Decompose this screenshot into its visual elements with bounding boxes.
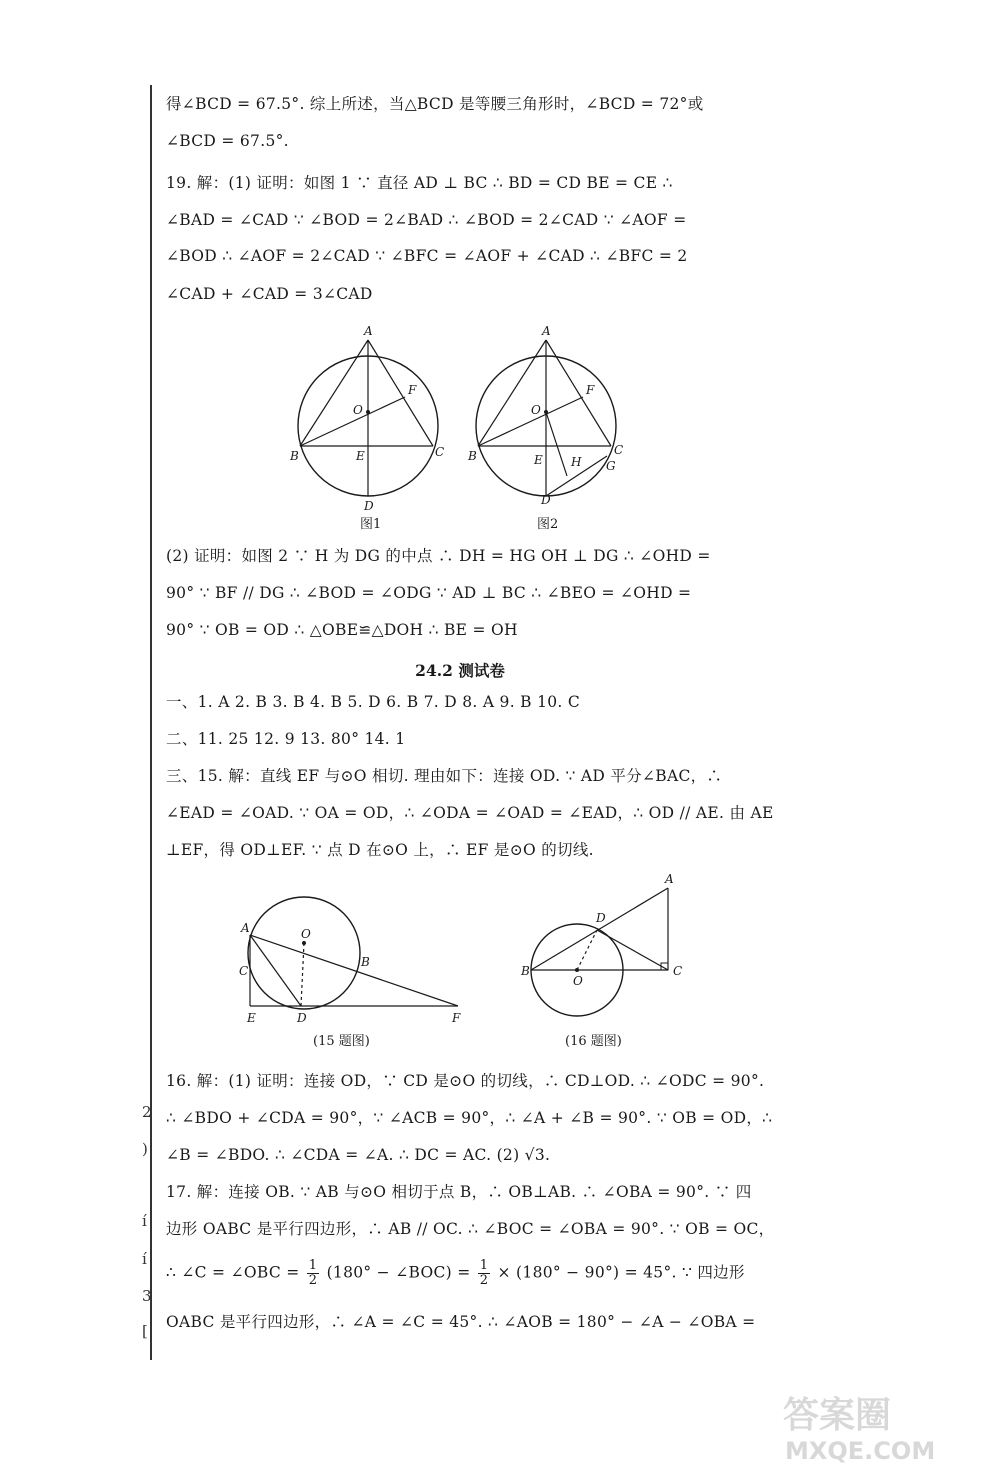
label: O	[353, 403, 363, 417]
text-line: ∠EAD = ∠OAD. ∵ OA = OD，∴ ∠ODA = ∠OAD = ∠EAD，∴ OD // AE. 由 AE	[166, 804, 774, 822]
label: F	[408, 383, 417, 397]
label: E	[534, 453, 543, 467]
text-line: 得∠BCD = 67.5°. 综上所述，当△BCD 是等腰三角形时，∠BCD = 72°或	[166, 95, 704, 113]
text-line: 19. 解：(1) 证明：如图 1 ∵ 直径 AD ⊥ BC ∴ BD = CD BE = CE ∴	[166, 174, 673, 192]
text-line: ∠CAD + ∠CAD = 3∠CAD	[166, 285, 373, 303]
fig16-caption: (16 题图)	[565, 1034, 622, 1049]
svg-text:MXQE.COM: MXQE.COM	[785, 1437, 936, 1465]
margin-mark: )	[142, 1140, 148, 1158]
section-title: 24.2 测试卷	[415, 661, 505, 680]
fig15-caption: (15 题图)	[313, 1034, 370, 1049]
text-line: OABC 是平行四边形，∴ ∠A = ∠C = 45°. ∴ ∠AOB = 180° − ∠A − ∠OBA =	[166, 1313, 756, 1331]
formula-part: (180° − ∠BOC) =	[326, 1263, 471, 1282]
label: C	[673, 964, 683, 978]
label: F	[452, 1011, 461, 1025]
margin-mark: 2	[142, 1103, 152, 1121]
page-margin-rule	[150, 85, 152, 1360]
text-line: ∠BAD = ∠CAD ∵ ∠BOD = 2∠BAD ∴ ∠BOD = 2∠CAD ∵ ∠AOF =	[166, 211, 687, 229]
text-line: ⊥EF，得 OD⊥EF. ∵ 点 D 在⊙O 上，∴ EF 是⊙O 的切线.	[166, 841, 594, 859]
text-line: 90° ∵ OB = OD ∴ △OBE≌△DOH ∴ BE = OH	[166, 621, 518, 639]
text-line: ∠B = ∠BDO. ∴ ∠CDA = ∠A. ∴ DC = AC. (2) √3.	[166, 1146, 551, 1164]
formula-part: ∴ ∠C = ∠OBC =	[166, 1263, 300, 1282]
label: C	[239, 964, 249, 978]
watermark-logo	[775, 1385, 990, 1465]
label: G	[606, 459, 616, 473]
label: H	[571, 455, 582, 469]
label: E	[247, 1011, 256, 1025]
label: D	[297, 1011, 307, 1025]
fraction-half: $\frac{1}{2}$	[308, 1258, 318, 1288]
label: B	[361, 955, 370, 969]
text-line: ∠BCD = 67.5°.	[166, 132, 289, 150]
figure-15-16	[225, 870, 715, 1055]
text-line: 三、15. 解：直线 EF 与⊙O 相切. 理由如下：连接 OD. ∵ AD 平分∠BAC，∴	[166, 767, 723, 785]
text-line: 90° ∵ BF // DG ∴ ∠BOD = ∠ODG ∵ AD ⊥ BC ∴ ∠BEO = ∠OHD =	[166, 584, 692, 602]
label: E	[356, 449, 365, 463]
text-line: 16. 解：(1) 证明：连接 OD，∵ CD 是⊙O 的切线，∴ CD⊥OD. ∴ ∠ODC = 90°.	[166, 1072, 765, 1090]
label: O	[301, 927, 311, 941]
text-line: 二、11. 25 12. 9 13. 80° 14. 1	[166, 730, 406, 748]
label: D	[541, 493, 551, 507]
label: O	[573, 974, 583, 988]
label: A	[665, 872, 674, 886]
margin-mark: 3	[142, 1287, 152, 1305]
fig2-caption: 图2	[537, 517, 559, 532]
figure-circles-1-2	[280, 318, 650, 533]
label: A	[364, 324, 373, 338]
text-line: (2) 证明：如图 2 ∵ H 为 DG 的中点 ∴ DH = HG OH ⊥ DG ∴ ∠OHD =	[166, 547, 711, 565]
label: O	[531, 403, 541, 417]
svg-text:答案圈: 答案圈	[783, 1395, 892, 1436]
label: A	[241, 921, 250, 935]
text-line: 一、1. A 2. B 3. B 4. B 5. D 6. B 7. D 8. A 9. B 10. C	[166, 693, 581, 711]
text-line: 边形 OABC 是平行四边形，∴ AB // OC. ∴ ∠BOC = ∠OBA = 90°. ∵ OB = OC，	[166, 1220, 775, 1238]
label: B	[521, 964, 530, 978]
margin-mark: [	[142, 1322, 148, 1340]
formula-part: × (180° − 90°) = 45°. ∵ 四边形	[497, 1263, 745, 1282]
label: C	[614, 443, 624, 457]
formula-line	[166, 1259, 745, 1288]
margin-mark: í	[142, 1250, 147, 1268]
text-line: ∠BOD ∴ ∠AOF = 2∠CAD ∵ ∠BFC = ∠AOF + ∠CAD ∴ ∠BFC = 2	[166, 247, 688, 265]
fraction-half: $\frac{1}{2}$	[479, 1258, 489, 1288]
text-line: ∴ ∠BDO + ∠CDA = 90°，∵ ∠ACB = 90°，∴ ∠A + ∠B = 90°. ∵ OB = OD，∴	[166, 1109, 773, 1127]
margin-mark: í	[142, 1212, 147, 1230]
text-line: 17. 解：连接 OB. ∵ AB 与⊙O 相切于点 B，∴ OB⊥AB. ∴ ∠OBA = 90°. ∵ 四	[166, 1183, 752, 1201]
label: D	[596, 911, 606, 925]
label: B	[290, 449, 299, 463]
label: D	[364, 499, 374, 513]
fig1-caption: 图1	[360, 517, 382, 532]
label: B	[468, 449, 477, 463]
label: C	[435, 445, 445, 459]
label: F	[586, 383, 595, 397]
label: A	[542, 324, 551, 338]
